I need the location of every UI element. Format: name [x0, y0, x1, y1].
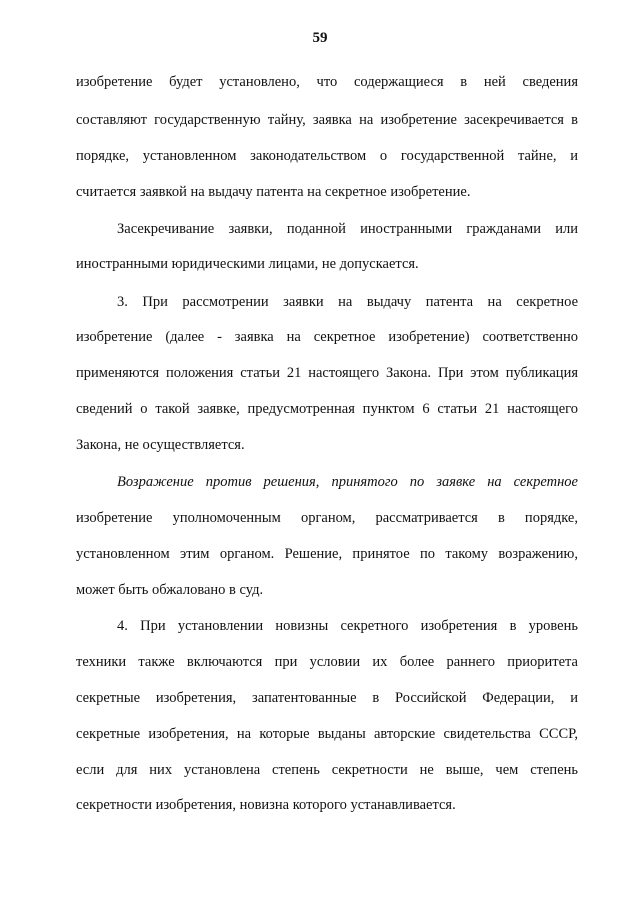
text-line: секретные изобретения, запатентованные в Российской Федерации, и [76, 690, 578, 706]
text-line: сведений о такой заявке, предусмотренная пунктом 6 статьи 21 настоящего [76, 401, 578, 417]
page-number: 59 [312, 30, 328, 46]
text-line: считается заявкой на выдачу патента на секретное изобретение. [76, 184, 471, 200]
text-line: 4. При установлении новизны секретного изобретения в уровень [117, 618, 578, 634]
text-line: Закона, не осуществляется. [76, 437, 245, 453]
text-line: составляют государственную тайну, заявка на изобретение засекречивается в [76, 112, 578, 128]
text-line: техники также включаются при условии их более раннего приоритета [76, 654, 578, 670]
text-line: Возражение против решения, принятого по заявке на секретное [117, 474, 578, 490]
text-line: 3. При рассмотрении заявки на выдачу патента на секретное [117, 294, 578, 310]
text-line: Засекречивание заявки, поданной иностранными гражданами или [117, 221, 578, 237]
text-line: установленном этим органом. Решение, принятое по такому возражению, [76, 546, 578, 562]
text-line: если для них установлена степень секретности не выше, чем степень [76, 762, 578, 778]
text-line: может быть обжаловано в суд. [76, 582, 264, 598]
text-line: применяются положения статьи 21 настоящего Закона. При этом публикация [76, 365, 578, 381]
text-line: изобретение уполномоченным органом, рассматривается в порядке, [76, 510, 578, 526]
text-line: секретные изобретения, на которые выданы авторские свидетельства СССР, [76, 726, 578, 742]
text-line: иностранными юридическими лицами, не допускается. [76, 256, 419, 272]
text-line: секретности изобретения, новизна которого устанавливается. [76, 797, 456, 813]
text-line: изобретение будет установлено, что содержащиеся в ней сведения [76, 74, 578, 90]
text-line: изобретение (далее - заявка на секретное изобретение) соответственно [76, 329, 578, 345]
text-line: порядке, установленном законодательством о государственной тайне, и [76, 148, 578, 164]
